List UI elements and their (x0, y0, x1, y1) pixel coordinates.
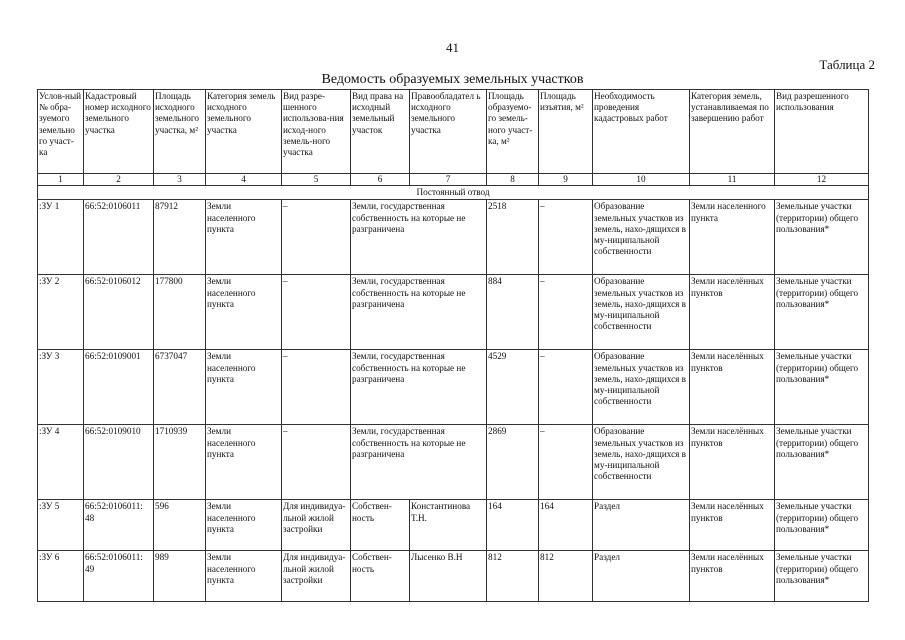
source-area: 989 (154, 551, 206, 602)
final-permitted-use: Земельные участки (территории) общего пользования* (775, 275, 869, 350)
source-area: 177800 (154, 275, 206, 350)
right-type: Собствен-ность (351, 551, 410, 602)
source-category: Земли населенного пункта (206, 275, 282, 350)
cadastral-works: Образование земельных участков из земель, нахо-дящихся в му-ниципальной собственности (593, 350, 690, 425)
plot-id: :ЗУ 2 (38, 275, 84, 350)
land-plots-table (37, 89, 869, 602)
cadastral-number: 66:52:0106011: 48 (84, 500, 154, 551)
new-area: 164 (487, 500, 539, 551)
cadastral-number: 66:52:0106011 (84, 200, 154, 275)
table-row (38, 275, 869, 350)
permitted-use: – (282, 425, 351, 500)
right-and-owner: Земли, государственная собственность на которые не разграничена (351, 350, 487, 425)
seizure-area: – (539, 275, 593, 350)
column-number-row (38, 174, 869, 186)
source-category: Земли населенного пункта (206, 500, 282, 551)
right-and-owner: Земли, государственная собственность на которые не разграничена (351, 425, 487, 500)
plot-id: :ЗУ 5 (38, 500, 84, 551)
plot-id: :ЗУ 4 (38, 425, 84, 500)
plot-id: :ЗУ 3 (38, 350, 84, 425)
source-area: 596 (154, 500, 206, 551)
source-category: Земли населенного пункта (206, 200, 282, 275)
column-number: 9 (539, 174, 593, 186)
table-row (38, 350, 869, 425)
cadastral-works: Образование земельных участков из земель, нахо-дящихся в му-ниципальной собственности (593, 425, 690, 500)
cadastral-works: Образование земельных участков из земель, нахо-дящихся в му-ниципальной собственности (593, 275, 690, 350)
column-number: 7 (410, 174, 487, 186)
seizure-area: – (539, 200, 593, 275)
final-permitted-use: Земельные участки (территории) общего пользования* (775, 425, 869, 500)
cadastral-works: Раздел (593, 551, 690, 602)
header-cell: Услов-ный № обра-зуемого земельно го участ-ка (38, 90, 84, 174)
final-category: Земли населенного пункта (690, 200, 775, 275)
column-number: 11 (690, 174, 775, 186)
right-and-owner: Земли, государственная собственность на которые не разграничена (351, 275, 487, 350)
cadastral-number: 66:52:0109001 (84, 350, 154, 425)
column-number: 8 (487, 174, 539, 186)
right-type: Собствен-ность (351, 500, 410, 551)
cadastral-number: 66:52:0106011: 49 (84, 551, 154, 602)
cadastral-number: 66:52:0106012 (84, 275, 154, 350)
owner: Лысенко В.Н (410, 551, 487, 602)
header-cell: Вид разре-шенного использова-ния исход-ного земель-ного участка (282, 90, 351, 174)
new-area: 4529 (487, 350, 539, 425)
column-number: 4 (206, 174, 282, 186)
source-category: Земли населенного пункта (206, 425, 282, 500)
header-cell: Необходимость проведения кадастровых работ (593, 90, 690, 174)
seizure-area: – (539, 350, 593, 425)
table-row (38, 200, 869, 275)
column-number: 5 (282, 174, 351, 186)
column-number: 6 (351, 174, 410, 186)
permitted-use: – (282, 275, 351, 350)
header-cell: Вид разрешенного использования (775, 90, 869, 174)
final-category: Земли населённых пунктов (690, 275, 775, 350)
header-cell: Площадь изъятия, м² (539, 90, 593, 174)
final-category: Земли населённых пунктов (690, 551, 775, 602)
final-category: Земли населённых пунктов (690, 425, 775, 500)
new-area: 884 (487, 275, 539, 350)
plot-id: :ЗУ 1 (38, 200, 84, 275)
permitted-use: Для индивидуа-льной жилой застройки (282, 500, 351, 551)
final-permitted-use: Земельные участки (территории) общего пользования* (775, 350, 869, 425)
right-and-owner: Земли, государственная собственность на которые не разграничена (351, 200, 487, 275)
header-cell: Категория земель исходного земельного участка (206, 90, 282, 174)
column-number: 1 (38, 174, 84, 186)
owner: Константинова Т.Н. (410, 500, 487, 551)
column-number: 10 (593, 174, 690, 186)
section-title: Постоянный отвод (38, 186, 869, 200)
header-cell: Площадь исходного земельного участка, м² (154, 90, 206, 174)
header-row (38, 90, 869, 174)
plot-id: :ЗУ 6 (38, 551, 84, 602)
section-row (38, 186, 869, 200)
final-permitted-use: Земельные участки (территории) общего пользования* (775, 500, 869, 551)
column-number: 3 (154, 174, 206, 186)
table-label: Таблица 2 (819, 57, 875, 72)
final-category: Земли населённых пунктов (690, 500, 775, 551)
document-title: Ведомость образуемых земельных участков (321, 72, 584, 87)
new-area: 2869 (487, 425, 539, 500)
table-row (38, 551, 869, 602)
final-category: Земли населённых пунктов (690, 350, 775, 425)
source-area: 6737047 (154, 350, 206, 425)
source-area: 87912 (154, 200, 206, 275)
permitted-use: – (282, 200, 351, 275)
seizure-area: 164 (539, 500, 593, 551)
header-cell: Категория земель, устанавливаемая по завершению работ (690, 90, 775, 174)
seizure-area: 812 (539, 551, 593, 602)
permitted-use: Для индивидуа-льной жилой застройки (282, 551, 351, 602)
page-number: 41 (446, 40, 459, 55)
source-category: Земли населенного пункта (206, 551, 282, 602)
cadastral-number: 66:52:0109010 (84, 425, 154, 500)
column-number: 2 (84, 174, 154, 186)
final-permitted-use: Земельные участки (территории) общего пользования* (775, 551, 869, 602)
column-number: 12 (775, 174, 869, 186)
cadastral-works: Образование земельных участков из земель, нахо-дящихся в му-ниципальной собственности (593, 200, 690, 275)
table-row (38, 425, 869, 500)
seizure-area: – (539, 425, 593, 500)
source-area: 1710939 (154, 425, 206, 500)
new-area: 2518 (487, 200, 539, 275)
new-area: 812 (487, 551, 539, 602)
header-cell: Вид права на исходный земельный участок (351, 90, 410, 174)
final-permitted-use: Земельные участки (территории) общего пользования* (775, 200, 869, 275)
table-row (38, 500, 869, 551)
cadastral-works: Раздел (593, 500, 690, 551)
permitted-use: – (282, 350, 351, 425)
header-cell: Правообладател ь исходного земельного участка (410, 90, 487, 174)
header-cell: Кадастровый номер исходного земельного участка (84, 90, 154, 174)
source-category: Земли населенного пункта (206, 350, 282, 425)
header-cell: Площадь образуемо-го земель-ного участ-ка, м² (487, 90, 539, 174)
